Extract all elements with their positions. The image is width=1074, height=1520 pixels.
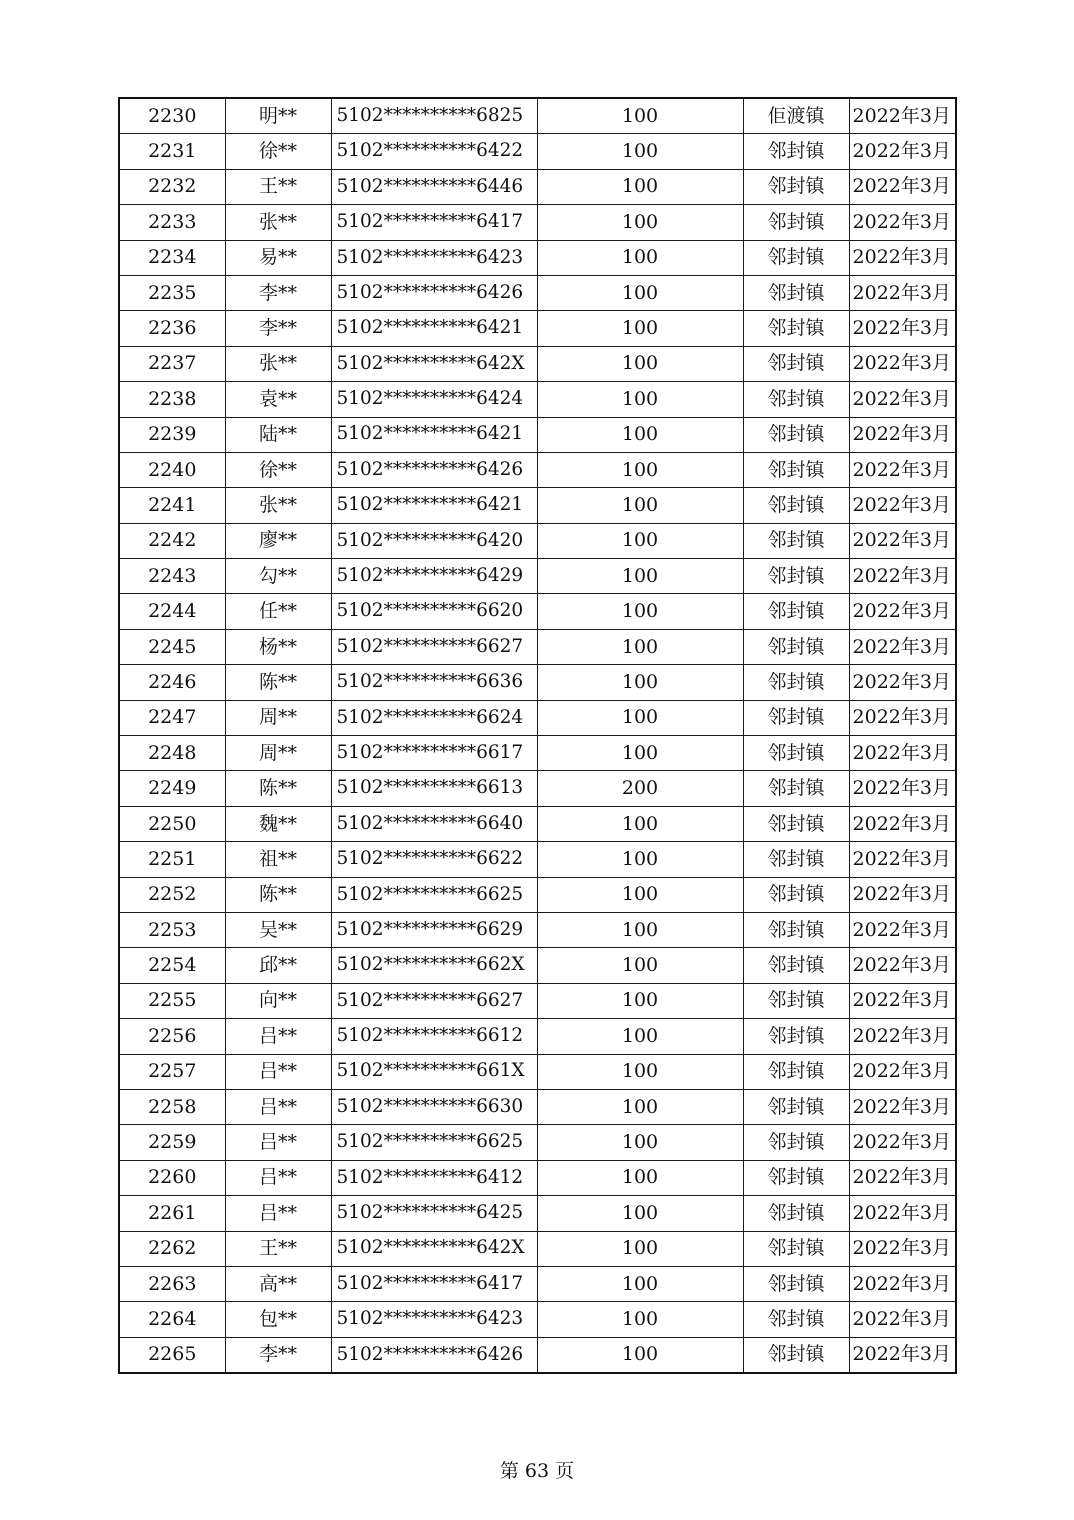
amount-cell: 100 bbox=[537, 98, 743, 134]
name-cell: 王** bbox=[225, 1231, 331, 1266]
table-row bbox=[119, 912, 956, 947]
id-number-cell: 5102**********662X bbox=[331, 948, 537, 983]
row-number-cell: 2243 bbox=[119, 559, 225, 594]
town-cell: 邻封镇 bbox=[743, 452, 849, 487]
amount-cell: 100 bbox=[537, 169, 743, 204]
town-cell: 邻封镇 bbox=[743, 1302, 849, 1337]
table-row bbox=[119, 382, 956, 417]
row-number-cell: 2249 bbox=[119, 771, 225, 806]
town-cell: 邻封镇 bbox=[743, 240, 849, 275]
name-cell: 吕** bbox=[225, 1089, 331, 1124]
town-cell: 邻封镇 bbox=[743, 629, 849, 664]
id-number-cell: 5102**********6446 bbox=[331, 169, 537, 204]
id-number-cell: 5102**********642X bbox=[331, 346, 537, 381]
date-cell: 2022年3月 bbox=[849, 523, 956, 558]
name-cell: 祖** bbox=[225, 842, 331, 877]
id-number-cell: 5102**********6622 bbox=[331, 842, 537, 877]
date-cell: 2022年3月 bbox=[849, 1231, 956, 1266]
name-cell: 李** bbox=[225, 311, 331, 346]
row-number-cell: 2251 bbox=[119, 842, 225, 877]
name-cell: 张** bbox=[225, 488, 331, 523]
date-cell: 2022年3月 bbox=[849, 842, 956, 877]
town-cell: 邻封镇 bbox=[743, 806, 849, 841]
amount-cell: 100 bbox=[537, 452, 743, 487]
town-cell: 邻封镇 bbox=[743, 983, 849, 1018]
amount-cell: 200 bbox=[537, 771, 743, 806]
id-number-cell: 5102**********6640 bbox=[331, 806, 537, 841]
date-cell: 2022年3月 bbox=[849, 169, 956, 204]
row-number-cell: 2254 bbox=[119, 948, 225, 983]
town-cell: 邻封镇 bbox=[743, 594, 849, 629]
table-row bbox=[119, 1019, 956, 1054]
town-cell: 邻封镇 bbox=[743, 1019, 849, 1054]
town-cell: 邻封镇 bbox=[743, 1196, 849, 1231]
name-cell: 任** bbox=[225, 594, 331, 629]
amount-cell: 100 bbox=[537, 1337, 743, 1373]
date-cell: 2022年3月 bbox=[849, 1019, 956, 1054]
amount-cell: 100 bbox=[537, 523, 743, 558]
table-row bbox=[119, 1160, 956, 1195]
row-number-cell: 2244 bbox=[119, 594, 225, 629]
table-row bbox=[119, 1089, 956, 1124]
town-cell: 邻封镇 bbox=[743, 346, 849, 381]
row-number-cell: 2239 bbox=[119, 417, 225, 452]
date-cell: 2022年3月 bbox=[849, 700, 956, 735]
town-cell: 邻封镇 bbox=[743, 134, 849, 169]
amount-cell: 100 bbox=[537, 1160, 743, 1195]
name-cell: 周** bbox=[225, 736, 331, 771]
records-table bbox=[118, 97, 957, 1374]
town-cell: 邻封镇 bbox=[743, 275, 849, 310]
id-number-cell: 5102**********6412 bbox=[331, 1160, 537, 1195]
id-number-cell: 5102**********6629 bbox=[331, 912, 537, 947]
id-number-cell: 5102**********6636 bbox=[331, 665, 537, 700]
id-number-cell: 5102**********6424 bbox=[331, 382, 537, 417]
date-cell: 2022年3月 bbox=[849, 417, 956, 452]
row-number-cell: 2264 bbox=[119, 1302, 225, 1337]
date-cell: 2022年3月 bbox=[849, 771, 956, 806]
amount-cell: 100 bbox=[537, 205, 743, 240]
table-row bbox=[119, 311, 956, 346]
id-number-cell: 5102**********6426 bbox=[331, 1337, 537, 1373]
table-row bbox=[119, 417, 956, 452]
name-cell: 王** bbox=[225, 169, 331, 204]
id-number-cell: 5102**********6423 bbox=[331, 240, 537, 275]
amount-cell: 100 bbox=[537, 559, 743, 594]
town-cell: 邻封镇 bbox=[743, 700, 849, 735]
date-cell: 2022年3月 bbox=[849, 983, 956, 1018]
amount-cell: 100 bbox=[537, 275, 743, 310]
table-row bbox=[119, 169, 956, 204]
town-cell: 邻封镇 bbox=[743, 311, 849, 346]
date-cell: 2022年3月 bbox=[849, 346, 956, 381]
row-number-cell: 2255 bbox=[119, 983, 225, 1018]
name-cell: 张** bbox=[225, 205, 331, 240]
date-cell: 2022年3月 bbox=[849, 275, 956, 310]
date-cell: 2022年3月 bbox=[849, 594, 956, 629]
town-cell: 佢渡镇 bbox=[743, 98, 849, 134]
row-number-cell: 2230 bbox=[119, 98, 225, 134]
row-number-cell: 2257 bbox=[119, 1054, 225, 1089]
date-cell: 2022年3月 bbox=[849, 806, 956, 841]
date-cell: 2022年3月 bbox=[849, 240, 956, 275]
amount-cell: 100 bbox=[537, 877, 743, 912]
table-row bbox=[119, 594, 956, 629]
id-number-cell: 5102**********6627 bbox=[331, 983, 537, 1018]
table-row bbox=[119, 629, 956, 664]
date-cell: 2022年3月 bbox=[849, 736, 956, 771]
name-cell: 陈** bbox=[225, 771, 331, 806]
table-row bbox=[119, 877, 956, 912]
table-row bbox=[119, 1231, 956, 1266]
amount-cell: 100 bbox=[537, 1196, 743, 1231]
date-cell: 2022年3月 bbox=[849, 452, 956, 487]
date-cell: 2022年3月 bbox=[849, 205, 956, 240]
name-cell: 吕** bbox=[225, 1160, 331, 1195]
amount-cell: 100 bbox=[537, 842, 743, 877]
row-number-cell: 2237 bbox=[119, 346, 225, 381]
date-cell: 2022年3月 bbox=[849, 1125, 956, 1160]
amount-cell: 100 bbox=[537, 1019, 743, 1054]
name-cell: 廖** bbox=[225, 523, 331, 558]
date-cell: 2022年3月 bbox=[849, 1160, 956, 1195]
town-cell: 邻封镇 bbox=[743, 665, 849, 700]
town-cell: 邻封镇 bbox=[743, 1054, 849, 1089]
town-cell: 邻封镇 bbox=[743, 1089, 849, 1124]
row-number-cell: 2246 bbox=[119, 665, 225, 700]
town-cell: 邻封镇 bbox=[743, 488, 849, 523]
id-number-cell: 5102**********6612 bbox=[331, 1019, 537, 1054]
row-number-cell: 2261 bbox=[119, 1196, 225, 1231]
id-number-cell: 5102**********6627 bbox=[331, 629, 537, 664]
town-cell: 邻封镇 bbox=[743, 1337, 849, 1373]
records-table-body bbox=[119, 98, 956, 1373]
id-number-cell: 5102**********6617 bbox=[331, 736, 537, 771]
town-cell: 邻封镇 bbox=[743, 1160, 849, 1195]
id-number-cell: 5102**********6426 bbox=[331, 452, 537, 487]
town-cell: 邻封镇 bbox=[743, 1266, 849, 1301]
name-cell: 勾** bbox=[225, 559, 331, 594]
row-number-cell: 2245 bbox=[119, 629, 225, 664]
row-number-cell: 2256 bbox=[119, 1019, 225, 1054]
table-row bbox=[119, 346, 956, 381]
table-row bbox=[119, 1337, 956, 1373]
amount-cell: 100 bbox=[537, 594, 743, 629]
row-number-cell: 2235 bbox=[119, 275, 225, 310]
name-cell: 向** bbox=[225, 983, 331, 1018]
id-number-cell: 5102**********6613 bbox=[331, 771, 537, 806]
table-row bbox=[119, 1054, 956, 1089]
name-cell: 吕** bbox=[225, 1054, 331, 1089]
name-cell: 徐** bbox=[225, 452, 331, 487]
id-number-cell: 5102**********661X bbox=[331, 1054, 537, 1089]
date-cell: 2022年3月 bbox=[849, 629, 956, 664]
town-cell: 邻封镇 bbox=[743, 736, 849, 771]
table-row bbox=[119, 842, 956, 877]
amount-cell: 100 bbox=[537, 983, 743, 1018]
table-row bbox=[119, 275, 956, 310]
id-number-cell: 5102**********6417 bbox=[331, 1266, 537, 1301]
date-cell: 2022年3月 bbox=[849, 1337, 956, 1373]
amount-cell: 100 bbox=[537, 240, 743, 275]
date-cell: 2022年3月 bbox=[849, 134, 956, 169]
name-cell: 杨** bbox=[225, 629, 331, 664]
amount-cell: 100 bbox=[537, 1089, 743, 1124]
date-cell: 2022年3月 bbox=[849, 877, 956, 912]
id-number-cell: 5102**********6825 bbox=[331, 98, 537, 134]
table-row bbox=[119, 700, 956, 735]
id-number-cell: 5102**********6630 bbox=[331, 1089, 537, 1124]
name-cell: 吕** bbox=[225, 1125, 331, 1160]
name-cell: 李** bbox=[225, 1337, 331, 1373]
date-cell: 2022年3月 bbox=[849, 1302, 956, 1337]
table-row bbox=[119, 983, 956, 1018]
table-row bbox=[119, 771, 956, 806]
row-number-cell: 2233 bbox=[119, 205, 225, 240]
town-cell: 邻封镇 bbox=[743, 205, 849, 240]
table-row bbox=[119, 1125, 956, 1160]
name-cell: 高** bbox=[225, 1266, 331, 1301]
amount-cell: 100 bbox=[537, 134, 743, 169]
town-cell: 邻封镇 bbox=[743, 382, 849, 417]
row-number-cell: 2259 bbox=[119, 1125, 225, 1160]
date-cell: 2022年3月 bbox=[849, 1089, 956, 1124]
date-cell: 2022年3月 bbox=[849, 98, 956, 134]
row-number-cell: 2260 bbox=[119, 1160, 225, 1195]
amount-cell: 100 bbox=[537, 417, 743, 452]
row-number-cell: 2241 bbox=[119, 488, 225, 523]
table-row bbox=[119, 1302, 956, 1337]
amount-cell: 100 bbox=[537, 1125, 743, 1160]
id-number-cell: 5102**********642X bbox=[331, 1231, 537, 1266]
id-number-cell: 5102**********6423 bbox=[331, 1302, 537, 1337]
date-cell: 2022年3月 bbox=[849, 559, 956, 594]
table-row bbox=[119, 1266, 956, 1301]
id-number-cell: 5102**********6429 bbox=[331, 559, 537, 594]
town-cell: 邻封镇 bbox=[743, 877, 849, 912]
name-cell: 魏** bbox=[225, 806, 331, 841]
date-cell: 2022年3月 bbox=[849, 1196, 956, 1231]
id-number-cell: 5102**********6625 bbox=[331, 1125, 537, 1160]
table-row bbox=[119, 523, 956, 558]
row-number-cell: 2247 bbox=[119, 700, 225, 735]
date-cell: 2022年3月 bbox=[849, 1266, 956, 1301]
name-cell: 吕** bbox=[225, 1019, 331, 1054]
town-cell: 邻封镇 bbox=[743, 842, 849, 877]
amount-cell: 100 bbox=[537, 1266, 743, 1301]
table-row bbox=[119, 806, 956, 841]
id-number-cell: 5102**********6625 bbox=[331, 877, 537, 912]
id-number-cell: 5102**********6420 bbox=[331, 523, 537, 558]
table-row bbox=[119, 948, 956, 983]
row-number-cell: 2263 bbox=[119, 1266, 225, 1301]
town-cell: 邻封镇 bbox=[743, 559, 849, 594]
name-cell: 陈** bbox=[225, 877, 331, 912]
page-number: 第 63 页 bbox=[499, 1460, 575, 1482]
row-number-cell: 2242 bbox=[119, 523, 225, 558]
row-number-cell: 2240 bbox=[119, 452, 225, 487]
row-number-cell: 2262 bbox=[119, 1231, 225, 1266]
town-cell: 邻封镇 bbox=[743, 948, 849, 983]
table-row bbox=[119, 134, 956, 169]
table-row bbox=[119, 98, 956, 134]
name-cell: 吕** bbox=[225, 1196, 331, 1231]
table-row bbox=[119, 736, 956, 771]
table-row bbox=[119, 205, 956, 240]
date-cell: 2022年3月 bbox=[849, 488, 956, 523]
id-number-cell: 5102**********6417 bbox=[331, 205, 537, 240]
date-cell: 2022年3月 bbox=[849, 1054, 956, 1089]
date-cell: 2022年3月 bbox=[849, 382, 956, 417]
amount-cell: 100 bbox=[537, 700, 743, 735]
table-row bbox=[119, 665, 956, 700]
date-cell: 2022年3月 bbox=[849, 912, 956, 947]
town-cell: 邻封镇 bbox=[743, 417, 849, 452]
table-row bbox=[119, 1196, 956, 1231]
date-cell: 2022年3月 bbox=[849, 948, 956, 983]
row-number-cell: 2234 bbox=[119, 240, 225, 275]
name-cell: 陆** bbox=[225, 417, 331, 452]
name-cell: 周** bbox=[225, 700, 331, 735]
amount-cell: 100 bbox=[537, 488, 743, 523]
amount-cell: 100 bbox=[537, 736, 743, 771]
town-cell: 邻封镇 bbox=[743, 912, 849, 947]
amount-cell: 100 bbox=[537, 629, 743, 664]
town-cell: 邻封镇 bbox=[743, 523, 849, 558]
town-cell: 邻封镇 bbox=[743, 771, 849, 806]
date-cell: 2022年3月 bbox=[849, 311, 956, 346]
name-cell: 包** bbox=[225, 1302, 331, 1337]
amount-cell: 100 bbox=[537, 665, 743, 700]
row-number-cell: 2236 bbox=[119, 311, 225, 346]
amount-cell: 100 bbox=[537, 806, 743, 841]
amount-cell: 100 bbox=[537, 912, 743, 947]
table-row bbox=[119, 452, 956, 487]
id-number-cell: 5102**********6426 bbox=[331, 275, 537, 310]
amount-cell: 100 bbox=[537, 1231, 743, 1266]
row-number-cell: 2252 bbox=[119, 877, 225, 912]
name-cell: 李** bbox=[225, 275, 331, 310]
row-number-cell: 2232 bbox=[119, 169, 225, 204]
name-cell: 袁** bbox=[225, 382, 331, 417]
table-row bbox=[119, 488, 956, 523]
row-number-cell: 2238 bbox=[119, 382, 225, 417]
row-number-cell: 2248 bbox=[119, 736, 225, 771]
date-cell: 2022年3月 bbox=[849, 665, 956, 700]
name-cell: 徐** bbox=[225, 134, 331, 169]
amount-cell: 100 bbox=[537, 948, 743, 983]
name-cell: 易** bbox=[225, 240, 331, 275]
name-cell: 吴** bbox=[225, 912, 331, 947]
name-cell: 陈** bbox=[225, 665, 331, 700]
table-row bbox=[119, 559, 956, 594]
amount-cell: 100 bbox=[537, 346, 743, 381]
id-number-cell: 5102**********6620 bbox=[331, 594, 537, 629]
town-cell: 邻封镇 bbox=[743, 1231, 849, 1266]
table-row bbox=[119, 240, 956, 275]
row-number-cell: 2258 bbox=[119, 1089, 225, 1124]
row-number-cell: 2250 bbox=[119, 806, 225, 841]
id-number-cell: 5102**********6421 bbox=[331, 311, 537, 346]
town-cell: 邻封镇 bbox=[743, 169, 849, 204]
name-cell: 张** bbox=[225, 346, 331, 381]
id-number-cell: 5102**********6425 bbox=[331, 1196, 537, 1231]
amount-cell: 100 bbox=[537, 382, 743, 417]
row-number-cell: 2253 bbox=[119, 912, 225, 947]
id-number-cell: 5102**********6422 bbox=[331, 134, 537, 169]
row-number-cell: 2265 bbox=[119, 1337, 225, 1373]
id-number-cell: 5102**********6624 bbox=[331, 700, 537, 735]
name-cell: 明** bbox=[225, 98, 331, 134]
town-cell: 邻封镇 bbox=[743, 1125, 849, 1160]
name-cell: 邱** bbox=[225, 948, 331, 983]
amount-cell: 100 bbox=[537, 1054, 743, 1089]
amount-cell: 100 bbox=[537, 311, 743, 346]
amount-cell: 100 bbox=[537, 1302, 743, 1337]
row-number-cell: 2231 bbox=[119, 134, 225, 169]
id-number-cell: 5102**********6421 bbox=[331, 488, 537, 523]
id-number-cell: 5102**********6421 bbox=[331, 417, 537, 452]
